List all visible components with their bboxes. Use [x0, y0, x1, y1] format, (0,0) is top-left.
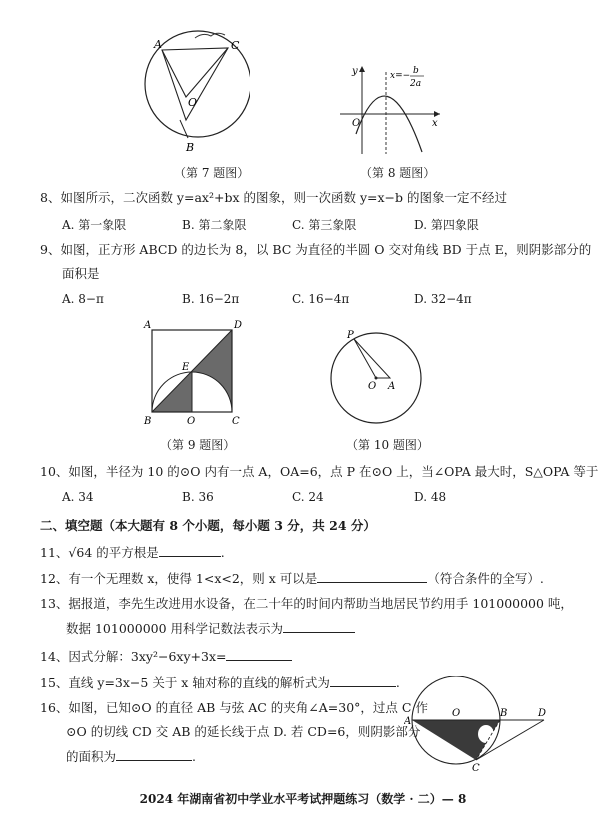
fig7-label-a: A	[154, 38, 162, 51]
q13-answer-blank[interactable]	[283, 620, 355, 633]
fig9-label-b: B	[144, 416, 152, 427]
fig7-label-b: B	[186, 141, 195, 154]
fig10-center-point	[375, 377, 378, 380]
question-11	[40, 544, 225, 561]
fig9-label-c: C	[232, 416, 240, 427]
fig10-label-a: A	[388, 381, 396, 392]
fig7-label-c: C	[231, 39, 240, 52]
fig16-label-d: D	[538, 708, 547, 719]
fig10-triangle	[354, 339, 390, 378]
q9-option-c: C. 16−4π	[292, 292, 350, 306]
q8-option-b: B. 第二象限	[182, 218, 247, 232]
figure-8-parabola-graph	[330, 62, 450, 157]
fig8-label-y: y	[352, 66, 358, 77]
question-15	[40, 674, 400, 691]
fig16-label-b: B	[500, 708, 508, 719]
q14-answer-blank[interactable]	[226, 648, 292, 661]
figure-10-caption: （第 10 题图）	[346, 438, 429, 452]
q11-suffix: 的平方根是	[92, 545, 159, 560]
q13-line2-text: 数据 101000000 用科学记数法表示为	[66, 621, 284, 636]
figure-10-circle-diagram	[328, 322, 424, 432]
fig8-x-arrow	[434, 111, 440, 117]
fig7-label-o: O	[188, 96, 198, 109]
fig8-parabola	[356, 96, 422, 152]
q8-option-d: D. 第四象限	[414, 218, 479, 232]
q15-text: 15、直线 y=3x−5 关于 x 轴对称的直线的解析式为	[40, 675, 330, 690]
figure-16-tangent-diagram	[404, 676, 552, 772]
q15-end: .	[395, 675, 400, 690]
q9-option-d: D. 32−4π	[414, 292, 472, 306]
fig16-label-o: O	[452, 708, 461, 719]
fig16-label-c: C	[472, 763, 480, 772]
q10-option-c: C. 24	[292, 490, 324, 504]
fig8-fraction-num: b	[413, 66, 419, 76]
figure-9-caption: （第 9 题图）	[160, 438, 236, 452]
fig10-label-p: P	[347, 330, 354, 341]
fig9-label-e: E	[182, 362, 190, 373]
q9-option-b: B. 16−2π	[182, 292, 240, 306]
question-9-text-line1: 9、如图，正方形 ABCD 的边长为 8，以 BC 为直径的半圆 O 交对角线 BD 于点 E，则阴影部分的	[40, 242, 592, 257]
q11-answer-blank[interactable]	[159, 544, 221, 557]
figure-8-caption: （第 8 题图）	[360, 166, 436, 180]
q8-option-a: A. 第一象限	[62, 218, 127, 232]
fig9-label-o: O	[187, 416, 196, 427]
q12-answer-blank[interactable]	[317, 570, 427, 583]
q15-answer-blank[interactable]	[330, 674, 396, 687]
question-8-text: 8、如图所示，二次函数 y=ax²+bx 的图象，则一次函数 y=x−b 的图象一定不经过	[40, 190, 507, 205]
fig8-fraction-den: 2a	[410, 79, 422, 89]
q10-option-a: A. 34	[62, 490, 94, 504]
figure-7-circle-diagram	[140, 22, 250, 157]
fig9-label-d: D	[234, 320, 243, 331]
q12-text: 12、有一个无理数 x，使得 1<x<2，则 x 可以是	[40, 571, 318, 586]
fig16-label-a: A	[404, 716, 412, 727]
q11-prefix: 11、	[40, 545, 69, 560]
question-10-text: 10、如图，半径为 10 的⊙O 内有一点 A，OA=6，点 P 在⊙O 上，当∠OPA 最大时，S△OPA 等于	[40, 464, 599, 479]
question-16-line2: ⊙O 的切线 CD 交 AB 的延长线于点 D. 若 CD=6，则阴影部分	[66, 724, 421, 739]
page-footer: 2024 年湖南省初中学业水平考试押题练习（数学 · 二）— 8	[139, 792, 467, 806]
q16-answer-blank[interactable]	[116, 748, 192, 761]
q11-sqrt: √64	[68, 545, 93, 560]
question-13-line1: 13、据报道，李先生改进用水设备，在二十年的时间内帮助当地居民节约用手 101000000 吨，	[40, 596, 573, 611]
fig7-central-angle	[162, 48, 228, 97]
q12-end: （符合条件的全写）.	[427, 571, 544, 586]
question-16-line1: 16、如图，已知⊙O 的直径 AB 与弦 AC 的夹角∠A=30°，过点 C 作	[40, 700, 428, 715]
q10-option-d: D. 48	[414, 490, 447, 504]
question-9-text-line2: 面积是	[62, 266, 100, 281]
question-13-line2	[66, 620, 355, 637]
q16-end: .	[192, 749, 196, 764]
q8-option-c: C. 第三象限	[292, 218, 357, 232]
figure-9-square-diagram	[140, 316, 250, 431]
question-14	[40, 648, 292, 665]
fig8-axis-label: x=−	[390, 71, 411, 81]
section-2-title: 二、填空题（本大题有 8 个小题，每小题 3 分，共 24 分）	[40, 518, 376, 533]
fig8-label-x: x	[432, 118, 438, 129]
question-16-line3	[66, 748, 196, 765]
q16-line3-text: 的面积为	[66, 749, 117, 764]
question-12	[40, 570, 544, 587]
q11-end: .	[220, 545, 225, 560]
q9-option-a: A. 8−π	[62, 292, 104, 306]
q10-option-b: B. 36	[182, 490, 214, 504]
fig8-y-arrow	[359, 66, 365, 72]
q14-text: 14、因式分解：3xy²−6xy+3x=	[40, 649, 227, 664]
fig9-label-a: A	[144, 320, 152, 331]
fig10-label-o: O	[368, 381, 377, 392]
figure-7-caption: （第 7 题图）	[174, 166, 250, 180]
fig8-label-o: O	[352, 118, 361, 129]
